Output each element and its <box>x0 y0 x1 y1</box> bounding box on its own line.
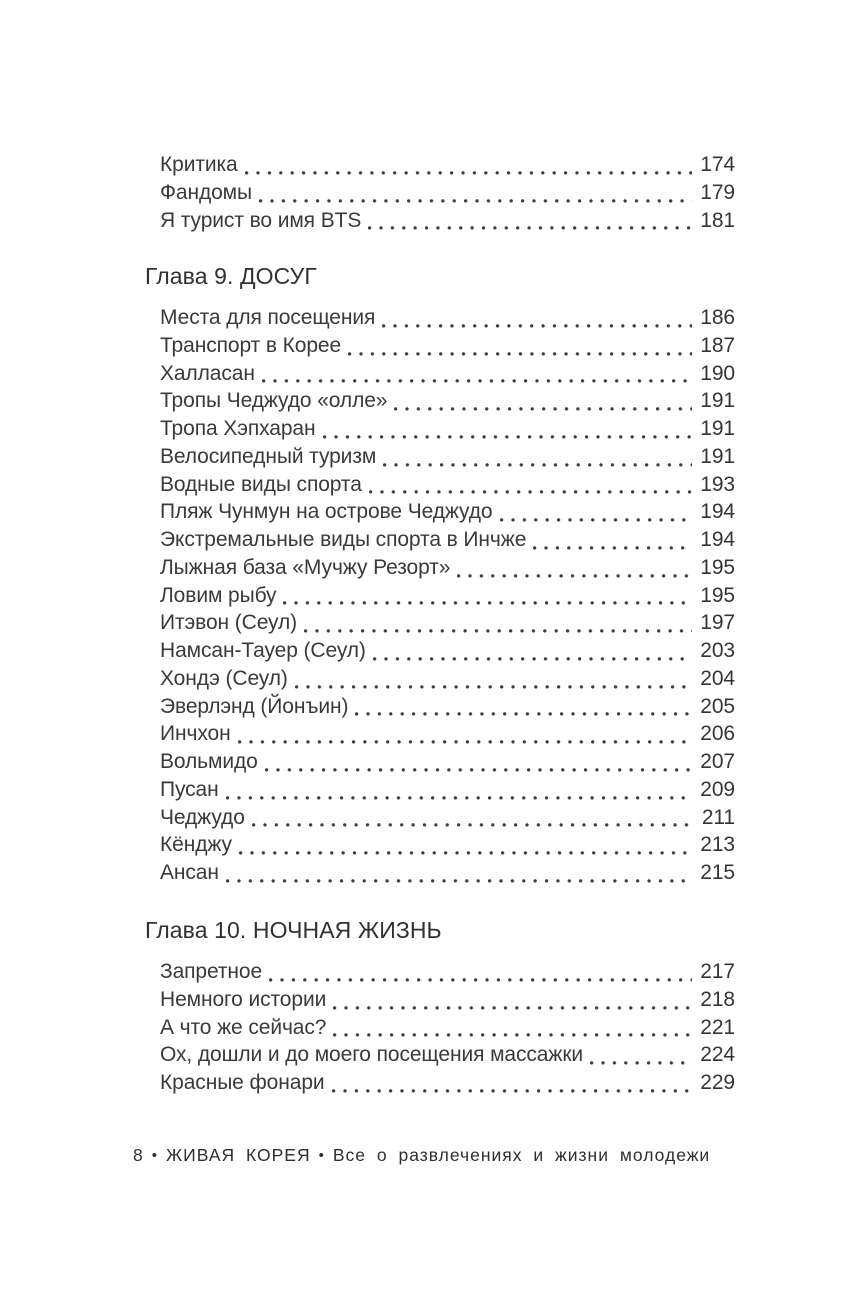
toc-entry-title: Велосипедный туризм <box>160 444 377 468</box>
dot-leader <box>226 859 692 887</box>
toc-entry-page: 191 <box>700 444 735 468</box>
toc-entry-title: Водные виды спорта <box>160 472 362 496</box>
toc-entry-title: Фандомы <box>160 180 253 204</box>
dot-leader <box>265 748 693 776</box>
toc-entry-page: 191 <box>700 389 735 413</box>
footer-bullet-icon: • <box>318 1147 325 1164</box>
toc-entry-page: 193 <box>700 472 735 496</box>
toc-entry-page: 213 <box>700 833 735 857</box>
toc-entry <box>160 151 735 179</box>
toc-entry <box>160 526 735 554</box>
toc-entry <box>160 207 735 235</box>
toc-entry <box>160 693 735 721</box>
toc-entry <box>160 831 735 859</box>
footer-bullet-icon: • <box>151 1147 158 1164</box>
toc-entry-page: 194 <box>700 500 735 524</box>
toc-entry <box>160 304 735 332</box>
toc-entry-page: 211 <box>701 805 735 829</box>
toc-entry <box>160 804 735 832</box>
toc-entry-page: 197 <box>700 611 735 635</box>
dot-leader <box>382 304 692 332</box>
toc-entry-page: 209 <box>700 777 735 801</box>
toc-entry-title: Тропа Хэпхаран <box>160 417 316 440</box>
dot-leader <box>238 720 693 748</box>
toc-entry <box>160 1014 735 1042</box>
dot-leader <box>457 554 692 582</box>
toc-entry-title: Ансан <box>160 861 219 884</box>
dot-leader <box>304 609 692 637</box>
toc-entry-title: Критика <box>160 153 238 176</box>
toc-entry <box>160 720 735 748</box>
toc-entry <box>160 498 735 526</box>
dot-leader <box>252 804 694 832</box>
toc-entry <box>160 609 735 637</box>
toc-entry-title: Вольмидо <box>160 750 258 773</box>
toc-entry-page: 217 <box>700 960 735 983</box>
toc-entry-page: 205 <box>700 694 735 718</box>
toc-entry <box>160 582 735 610</box>
toc-entry <box>160 471 735 499</box>
toc-entry <box>160 360 735 388</box>
toc-entry-title: Ох, дошли и до моего посещения массажки <box>160 1043 584 1067</box>
toc-entry-title: Хондэ (Сеул) <box>160 666 288 690</box>
dot-leader <box>226 776 693 804</box>
toc-entry <box>160 776 735 804</box>
dot-leader <box>332 1069 693 1097</box>
dot-leader <box>590 1041 692 1069</box>
toc-entry-page: 186 <box>700 306 735 329</box>
toc-entry-page: 218 <box>700 987 735 1011</box>
toc-entry-title: Кёнджу <box>160 833 232 857</box>
toc-entry-title: Чеджудо <box>160 805 245 829</box>
toc-entry-list <box>160 958 735 1097</box>
toc-entry-page: 229 <box>700 1071 735 1094</box>
toc-entry-page: 174 <box>700 153 735 176</box>
dot-leader <box>368 207 692 235</box>
page-footer <box>133 1144 710 1168</box>
toc-entry <box>160 1041 735 1069</box>
footer-page-number: 8 <box>133 1145 144 1165</box>
footer-book-title: ЖИВАЯ КОРЕЯ <box>166 1145 311 1165</box>
toc-entry-title: А что же сейчас? <box>160 1015 327 1039</box>
dot-leader <box>262 360 692 388</box>
toc-entry-title: Запретное <box>160 960 263 983</box>
toc-entry-page: 181 <box>700 208 735 232</box>
toc-entry-title: Лыжная база «Мучжу Резорт» <box>160 555 451 579</box>
toc-entry-page: 204 <box>700 666 735 690</box>
toc-entry-title: Инчхон <box>160 722 231 746</box>
dot-leader <box>333 986 692 1014</box>
dot-leader <box>239 831 692 859</box>
dot-leader <box>348 332 692 360</box>
dot-leader <box>394 387 692 415</box>
toc-entry-title: Итэвон (Сеул) <box>160 611 298 635</box>
chapter-heading: Глава 9. ДОСУГ <box>145 263 317 289</box>
toc-entry <box>160 387 735 415</box>
toc-entry <box>160 443 735 471</box>
toc-entry-page: 179 <box>700 180 735 204</box>
toc-entry-page: 194 <box>700 528 735 551</box>
toc-entry <box>160 958 735 986</box>
dot-leader <box>373 637 692 665</box>
dot-leader <box>283 582 692 610</box>
dot-leader <box>245 151 693 179</box>
toc-entry-title: Пусан <box>160 777 219 801</box>
dot-leader <box>295 665 692 693</box>
toc-entry-page: 195 <box>700 583 735 607</box>
dot-leader <box>355 693 692 721</box>
dot-leader <box>333 1014 692 1042</box>
dot-leader <box>500 498 693 526</box>
toc-entry-page: 190 <box>700 361 735 385</box>
toc-entry-page: 187 <box>700 333 735 357</box>
toc-entry <box>160 554 735 582</box>
toc-entry-title: Пляж Чунмун на острове Чеджудо <box>160 500 493 524</box>
toc-entry-page: 206 <box>700 722 735 746</box>
toc-entry-title: Транспорт в Корее <box>160 333 342 357</box>
toc-entry-title: Тропы Чеджудо «олле» <box>160 389 388 413</box>
toc-entry <box>160 665 735 693</box>
chapter-heading: Глава 10. НОЧНАЯ ЖИЗНЬ <box>145 917 442 943</box>
toc-entry-list <box>160 304 735 887</box>
toc-entry <box>160 332 735 360</box>
footer-subtitle: Все о развлечениях и жизни молодежи <box>332 1145 711 1165</box>
toc-entry-title: Немного истории <box>160 987 327 1011</box>
dot-leader <box>533 526 692 554</box>
toc-entry-title: Красные фонари <box>160 1071 325 1094</box>
toc-entry-page: 221 <box>700 1015 735 1039</box>
toc-entry <box>160 748 735 776</box>
toc-entry-title: Эверлэнд (Йонъин) <box>160 694 349 718</box>
toc-entry <box>160 1069 735 1097</box>
toc-entry-title: Места для посещения <box>160 306 376 329</box>
dot-leader <box>369 471 692 499</box>
toc-entry-title: Ловим рыбу <box>160 583 277 607</box>
dot-leader <box>259 179 692 207</box>
toc-entry-page: 195 <box>700 555 735 579</box>
toc-entry-page: 224 <box>700 1043 735 1067</box>
toc-entry <box>160 415 735 443</box>
toc-entry-page: 191 <box>700 417 735 440</box>
toc-entry-page: 215 <box>700 861 735 884</box>
toc-entry-page: 203 <box>700 639 735 662</box>
toc-entry <box>160 859 735 887</box>
toc-entry-title: Экстремальные виды спорта в Инчже <box>160 528 527 551</box>
dot-leader <box>269 958 692 986</box>
toc-entry-title: Халласан <box>160 361 255 385</box>
toc-entry <box>160 637 735 665</box>
toc-entry-title: Намсан-Тауер (Сеул) <box>160 639 366 662</box>
toc-entry-list <box>160 151 735 234</box>
toc-entry <box>160 179 735 207</box>
toc-entry-page: 207 <box>700 750 735 773</box>
toc-entry <box>160 986 735 1014</box>
dot-leader <box>323 415 693 443</box>
dot-leader <box>383 443 692 471</box>
toc-entry-title: Я турист во имя BTS <box>160 208 362 232</box>
